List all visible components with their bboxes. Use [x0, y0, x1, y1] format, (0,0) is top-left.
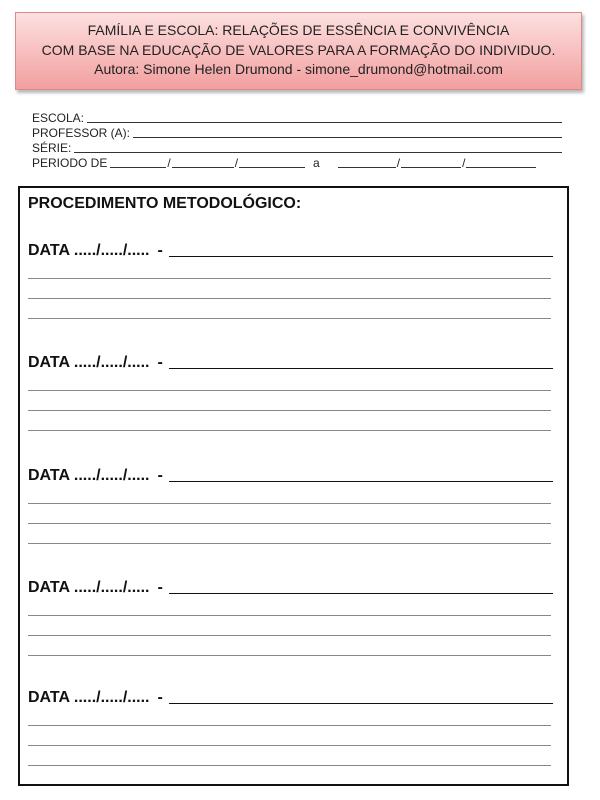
- serie-row: [32, 140, 562, 155]
- procedure-entry: [28, 463, 553, 563]
- date-title-field[interactable]: [169, 703, 553, 704]
- escola-field[interactable]: [87, 122, 562, 123]
- date-label: DATA ...../...../.....: [28, 467, 150, 484]
- writing-line[interactable]: [28, 765, 551, 766]
- date-title-field[interactable]: [169, 256, 553, 257]
- date-row: [28, 463, 553, 485]
- school-info-section: [32, 110, 562, 170]
- date-row: [28, 575, 553, 597]
- periodo-a-label: a: [313, 156, 320, 170]
- writing-line[interactable]: [28, 278, 551, 279]
- date-dash: -: [157, 689, 163, 706]
- periodo-start-month-field[interactable]: [172, 156, 234, 168]
- writing-line[interactable]: [28, 725, 551, 726]
- periodo-label: PERIODO DE: [32, 156, 108, 170]
- periodo-slash: /: [234, 156, 239, 170]
- writing-line[interactable]: [28, 655, 551, 656]
- writing-line[interactable]: [28, 635, 551, 636]
- date-dash: -: [157, 467, 163, 484]
- serie-field[interactable]: [74, 152, 562, 153]
- serie-label: SÉRIE:: [32, 141, 72, 155]
- date-title-field[interactable]: [169, 593, 553, 594]
- writing-line[interactable]: [28, 430, 551, 431]
- periodo-slash: /: [167, 156, 171, 170]
- procedure-entry: [28, 575, 553, 675]
- writing-line[interactable]: [28, 523, 551, 524]
- date-dash: -: [157, 242, 163, 259]
- writing-line[interactable]: [28, 543, 551, 544]
- periodo-start-year-field[interactable]: [239, 156, 305, 168]
- periodo-end-month-field[interactable]: [401, 156, 461, 168]
- procedure-entry: [28, 350, 553, 450]
- procedure-title: PROCEDIMENTO METODOLÓGICO:: [28, 195, 302, 212]
- writing-line[interactable]: [28, 390, 551, 391]
- writing-line[interactable]: [28, 615, 551, 616]
- header-banner: [15, 12, 582, 90]
- procedure-box: [18, 186, 569, 786]
- periodo-end-year-field[interactable]: [466, 156, 536, 168]
- writing-line[interactable]: [28, 298, 551, 299]
- escola-label: ESCOLA:: [32, 111, 85, 125]
- date-row: [28, 350, 553, 372]
- periodo-start-day-field[interactable]: [110, 156, 166, 168]
- periodo-row: [32, 155, 562, 170]
- periodo-slash: /: [462, 156, 466, 170]
- procedure-entry: [28, 238, 553, 338]
- date-row: [28, 238, 553, 260]
- date-label: DATA ...../...../.....: [28, 689, 150, 706]
- header-title-line-1: FAMÍLIA E ESCOLA: RELAÇÕES DE ESSÊNCIA E CONVIVÊNCIA: [87, 22, 510, 38]
- date-dash: -: [157, 579, 163, 596]
- date-dash: -: [157, 354, 163, 371]
- writing-line[interactable]: [28, 503, 551, 504]
- date-label: DATA ...../...../.....: [28, 242, 150, 259]
- periodo-end-day-field[interactable]: [338, 156, 396, 168]
- date-title-field[interactable]: [169, 481, 553, 482]
- periodo-slash: /: [396, 156, 401, 170]
- professor-field[interactable]: [133, 137, 562, 138]
- date-label: DATA ...../...../.....: [28, 579, 150, 596]
- header-title-line-2: COM BASE NA EDUCAÇÃO DE VALORES PARA A FORMAÇÃO DO INDIVIDUO.: [41, 41, 556, 58]
- writing-line[interactable]: [28, 318, 551, 319]
- writing-line[interactable]: [28, 410, 551, 411]
- date-title-field[interactable]: [169, 368, 553, 369]
- escola-row: [32, 110, 562, 125]
- writing-line[interactable]: [28, 745, 551, 746]
- header-author-line: Autora: Simone Helen Drumond - simone_drumond@hotmail.com: [94, 61, 503, 77]
- procedure-entry: [28, 685, 553, 785]
- professor-row: [32, 125, 562, 140]
- date-label: DATA ...../...../.....: [28, 354, 150, 371]
- professor-label: PROFESSOR (A):: [32, 126, 131, 140]
- date-row: [28, 685, 553, 707]
